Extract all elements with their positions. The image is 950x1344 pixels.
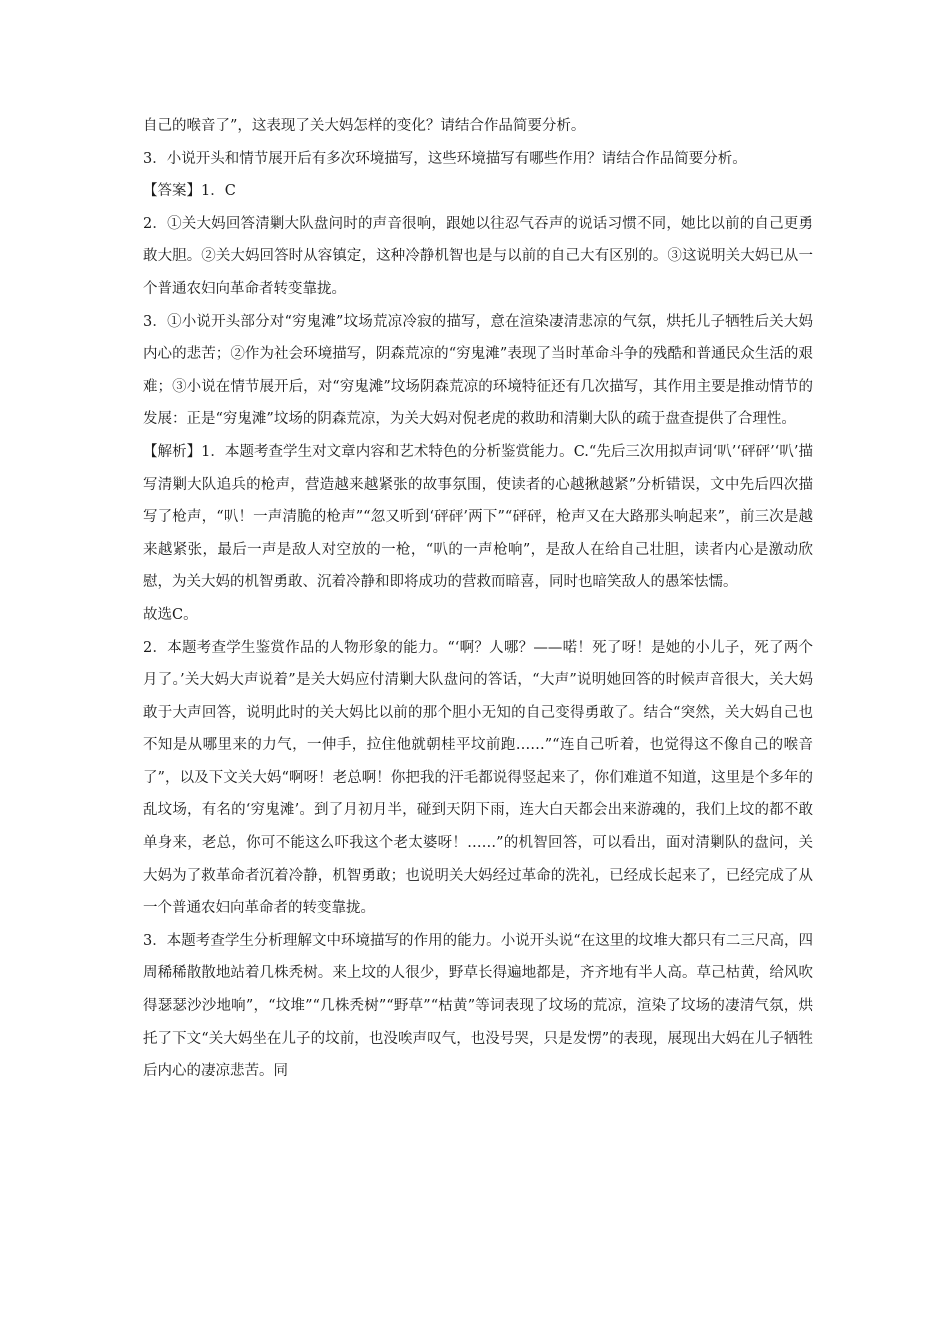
answer-2: 2．①关大妈回答清剿大队盘问时的声音很响，跟她以往忍气吞声的说话习惯不同，她比以前的自己更勇敢大胆。②关大妈回答时从容镇定，这种冷静机智也是与以前的自己大有区别的。③这说明关大妈已从一个普通农妇向革命者转变靠拢。 <box>143 215 813 297</box>
analysis-2: 2．本题考查学生鉴赏作品的人物形象的能力。“‘啊？人哪？——喏！死了呀！是她的小儿子，死了两个月了。’关大妈大声说着”是关大妈应付清剿大队盘问的答话，“大声”说明她回答的时候声音很大，关大妈敢于大声回答，说明此时的关大妈比以前的那个胆小无知的自己变得勇敢了。结合“突然，关大妈自己也不知是从哪里来的力气，一伸手，拉住他就朝桂平坟前跑……”“连自己听着，也觉得这不像自己的喉音了”，以及下文关大妈“啊呀！老总啊！你把我的汗毛都说得竖起来了，你们难道不知道，这里是个多年的乱坟场，有名的‘穷鬼滩’。到了月初月半，碰到天阴下雨，连大白天都会出来游魂的，我们上坟的都不敢单身来，老总，你可不能这么吓我这个老太婆呀！……”的机智回答，可以看出，面对清剿队的盘问，关大妈为了救革命者沉着冷静，机智勇敢；也说明关大妈经过革命的洗礼，已经成长起来了，已经完成了从一个普通农妇向革命者的转变靠拢。 <box>143 639 813 917</box>
analysis-1-choice: 故选C。 <box>143 606 198 623</box>
answer-3: 3．①小说开头部分对“穷鬼滩”坟场荒凉冷寂的描写，意在渲染凄清悲凉的气氛，烘托儿子牺牲后关大妈内心的悲苦；②作为社会环境描写，阴森荒凉的“穷鬼滩”表现了当时革命斗争的残酷和普通民众生活的艰难；③小说在情节展开后，对“穷鬼滩”坟场阴森荒凉的环境特征还有几次描写，其作用主要是推动情节的发展：正是“穷鬼滩”坟场的阴森荒凉，为关大妈对倪老虎的救助和清剿大队的疏于盘查提供了合理性。 <box>143 313 813 428</box>
answer-1: 【答案】1．C <box>143 183 236 200</box>
question-2-continuation: 自己的喉音了”，这表现了关大妈怎样的变化？请结合作品简要分析。 <box>143 118 586 134</box>
analysis-1: 【解析】1．本题考查学生对文章内容和艺术特色的分析鉴赏能力。C.“先后三次用拟声词‘叭’‘砰砰’‘叭’描写清剿大队追兵的枪声，营造越来越紧张的故事氛围，使读者的心越揪越紧”分析错误，文中先后四次描写了枪声，“叭！一声清脆的枪声”“忽又听到‘砰砰’两下”“砰砰，枪声又在大路那头响起来”，前三次是越来越紧张，最后一声是敌人对空放的一枪，“叭的一声枪响”，是敌人在给自己壮胆，读者内心是激动欣慰，为关大妈的机智勇敢、沉着冷静和即将成功的营救而暗喜，同时也暗笑敌人的愚笨怯懦。 <box>143 443 813 591</box>
document-page <box>143 110 813 1088</box>
question-3: 3．小说开头和情节展开后有多次环境描写，这些环境描写有哪些作用？请结合作品简要分析。 <box>143 150 747 167</box>
analysis-3: 3．本题考查学生分析理解文中环境描写的作用的能力。小说开头说“在这里的坟堆大都只有二三尺高，四周稀稀散散地站着几株秃树。来上坟的人很少，野草长得遍地都是，齐齐地有半人高。草己枯黄，给风吹得瑟瑟沙沙地响”，“坟堆”“几株秃树”“野草”“枯黄”等词表现了坟场的荒凉，渲染了坟场的凄清气氛，烘托了下文“关大妈坐在儿子的坟前，也没唉声叹气，也没号哭，只是发愣”的表现，展现出大妈在儿子牺牲后内心的凄凉悲苦。同 <box>143 932 813 1080</box>
